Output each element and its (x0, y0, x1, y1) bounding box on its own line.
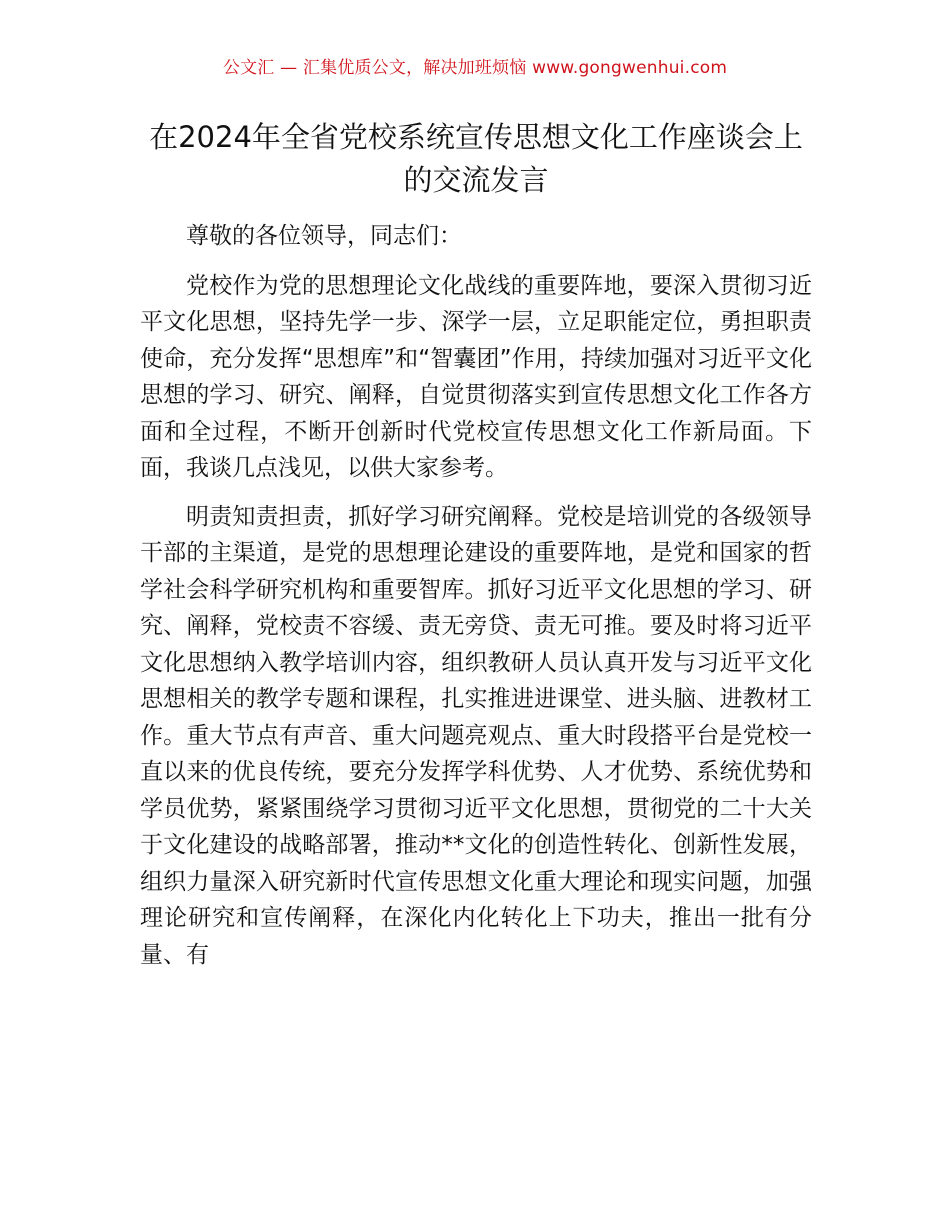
watermark-header: 公文汇 — 汇集优质公文，解决加班烦恼 www.gongwenhui.com (222, 58, 728, 78)
paragraph-section-1: 明责知责担责，抓好学习研究阐释。党校是培训党的各级领导干部的主渠道，是党的思想理论建设的重要阵地，是党和国家的哲学社会科学研究机构和重要智库。抓好习近平文化思想的学习、研究、阐释，党校责不容缓、责无旁贷、责无可推。要及时将习近平文化思想纳入教学培训内容，组织教研人员认真开发与习近平文化思想相关的教学专题和课程，扎实推进进课堂、进头脑、进教材工作。重大节点有声音、重大问题亮观点、重大时段搭平台是党校一直以来的优良传统，要充分发挥学科优势、人才优势、系统优势和学员优势，紧紧围绕学习贯彻习近平文化思想，贯彻党的二十大关于文化建设的战略部署，推动**文化的创造性转化、创新性发展，组织力量深入研究新时代宣传思想文化重大理论和现实问题，加强理论研究和宣传阐释，在深化内化转化上下功夫，推出一批有分量、有 (140, 503, 812, 968)
document-body (140, 218, 812, 973)
paragraph-intro: 党校作为党的思想理论文化战线的重要阵地，要深入贯彻习近平文化思想，坚持先学一步、深学一层，立足职能定位，勇担职责使命，充分发挥“思想库”和“智囊团”作用，持续加强对习近平文化思想的学习、研究、阐释，自觉贯彻落实到宣传思想文化工作各方面和全过程，不断开创新时代党校宣传思想文化工作新局面。下面，我谈几点浅见，以供大家参考。 (140, 272, 812, 481)
greeting: 尊敬的各位领导，同志们： (186, 223, 462, 249)
document-title: 在2024年全省党校系统宣传思想文化工作座谈会上的交流发言 (149, 120, 803, 197)
